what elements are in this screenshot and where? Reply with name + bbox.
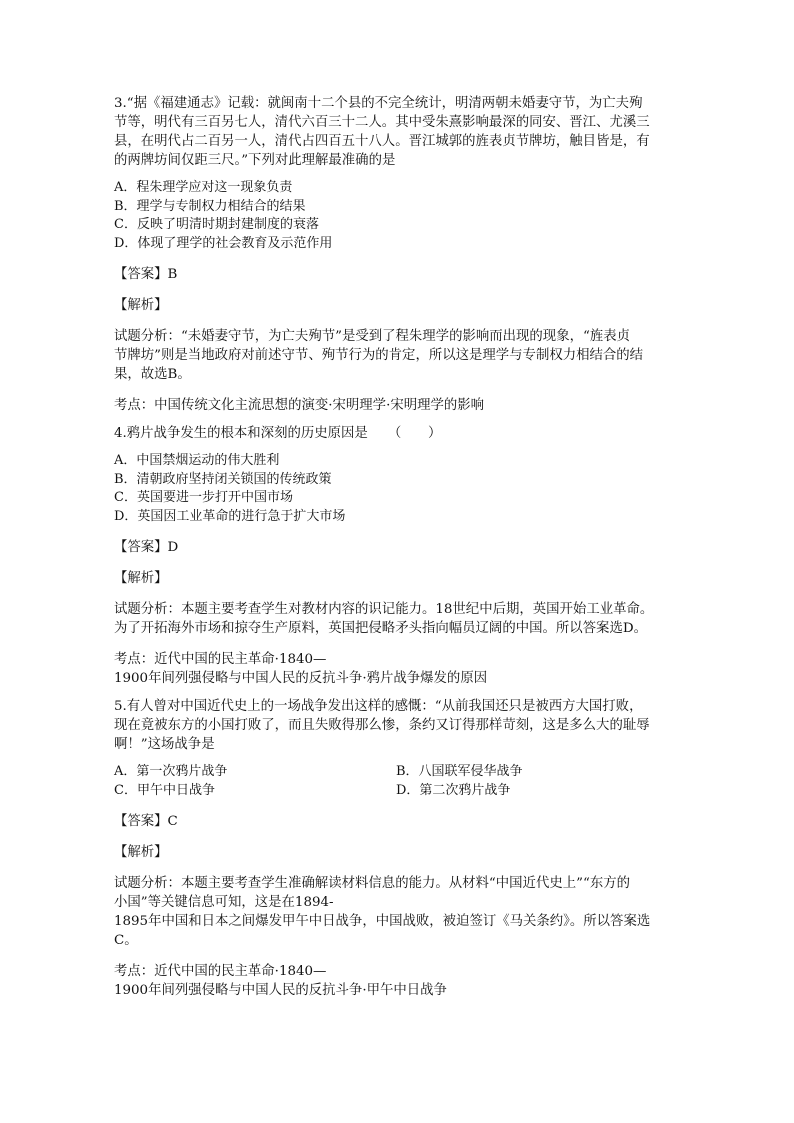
question-4-stem: 4.鸦片战争发生的根本和深刻的历史原因是 （ ） (114, 426, 442, 441)
option-c: C．英国要进一步打开中国市场 (114, 490, 293, 505)
question-5 (114, 697, 684, 1000)
analysis-label: 【解析】 (114, 298, 168, 313)
question-3 (114, 94, 684, 415)
analysis-line: 为了开拓海外市场和掠夺生产原料，英国把侵略矛头指向幅员辽阔的中国。所以答案选D。 (114, 621, 647, 636)
option-b: B．八国联军侵华战争 (396, 764, 523, 779)
stem-line: 3.“据《福建通志》记载：就闽南十二个县的不完全统计，明清两朝未婚妻守节，为亡夫殉 (114, 96, 643, 111)
option-c: C．反映了明清时期封建制度的衰落 (114, 217, 319, 232)
option-c: C．甲午中日战争 (114, 782, 215, 798)
option-d: D．英国因工业革命的进行急于扩大市场 (114, 508, 346, 524)
question-4-options (114, 452, 684, 526)
analysis-text (114, 327, 684, 384)
kaodian-text (114, 962, 684, 1000)
stem-line: 县，在明代占二百另一人，清代占四百五十八人。晋江城郭的旌表贞节牌坊，触目皆是，有 (114, 134, 650, 149)
analysis-line: 试题分析：“未婚妻守节，为亡夫殉节”是受到了程朱理学的影响而出现的现象，“旌表贞 (114, 329, 630, 344)
kaodian-line: 考点：近代中国的民主革命·1840— (114, 652, 327, 667)
answer-label: 【答案】B (114, 267, 178, 282)
analysis-line: 试题分析：本题主要考查学生准确解读材料信息的能力。从材料“中国近代史上”“东方的 (114, 876, 630, 891)
option-d: D．第二次鸦片战争 (396, 782, 511, 798)
analysis-line: 小国”等关键信息可知，这是在1894- (114, 895, 334, 910)
kaodian-line: 1900年间列强侵略与中国人民的反抗斗争·鸦片战争爆发的原因 (114, 671, 488, 686)
analysis-line: C。 (114, 933, 138, 948)
option-a: A．程朱理学应对这一现象负责 (114, 180, 293, 195)
analysis-label: 【解析】 (114, 845, 168, 860)
option-d: D．体现了理学的社会教育及示范作用 (114, 235, 333, 251)
kaodian-line: 考点：近代中国的民主革命·1840— (114, 964, 327, 979)
stem-line: 的两牌坊间仅距三尺。”下列对此理解最准确的是 (114, 153, 396, 168)
option-a: A．中国禁烟运动的伟大胜利 (114, 453, 280, 468)
option-b: B．清朝政府坚持闭关锁国的传统政策 (114, 471, 332, 487)
document-page (114, 94, 684, 1000)
kaodian-text (114, 650, 684, 688)
analysis-line: 果，故选B。 (114, 367, 191, 382)
question-5-options (114, 763, 684, 800)
kaodian-text: 考点：中国传统文化主流思想的演变·宋明理学·宋明理学的影响 (114, 398, 485, 413)
answer-label: 【答案】C (114, 814, 178, 829)
question-3-options (114, 179, 684, 253)
stem-line: 啊！”这场战争是 (114, 737, 215, 752)
option-a: A．第一次鸦片战争 (114, 764, 228, 779)
option-b: B．理学与专制权力相结合的结果 (114, 198, 306, 214)
analysis-line: 试题分析：本题主要考查学生对教材内容的识记能力。18世纪中后期，英国开始工业革命。 (114, 602, 654, 617)
question-4 (114, 424, 684, 688)
stem-line: 节等，明代有三百另七人，清代六百三十二人。其中受朱熹影响最深的同安、晋江、尤溪三 (114, 115, 650, 130)
analysis-text (114, 874, 684, 950)
answer-label: 【答案】D (114, 540, 179, 555)
question-3-stem (114, 94, 684, 170)
question-5-stem (114, 697, 684, 754)
analysis-label: 【解析】 (114, 571, 168, 586)
kaodian-line: 1900年间列强侵略与中国人民的反抗斗争·甲午中日战争 (114, 983, 447, 998)
analysis-line: 1895年中国和日本之间爆发甲午中日战争，中国战败，被迫签订《马关条约》。所以答案选 (114, 914, 651, 929)
stem-line: 5.有人曾对中国近代史上的一场战争发出这样的感慨：“从前我国还只是被西方大国打败， (114, 699, 643, 714)
analysis-text (114, 600, 684, 638)
stem-line: 现在竟被东方的小国打败了，而且失败得那么惨，条约又订得那样苛刻，这是多么大的耻辱 (114, 718, 650, 733)
analysis-line: 节牌坊”则是当地政府对前述守节、殉节行为的肯定，所以这是理学与专制权力相结合的结 (114, 348, 644, 363)
